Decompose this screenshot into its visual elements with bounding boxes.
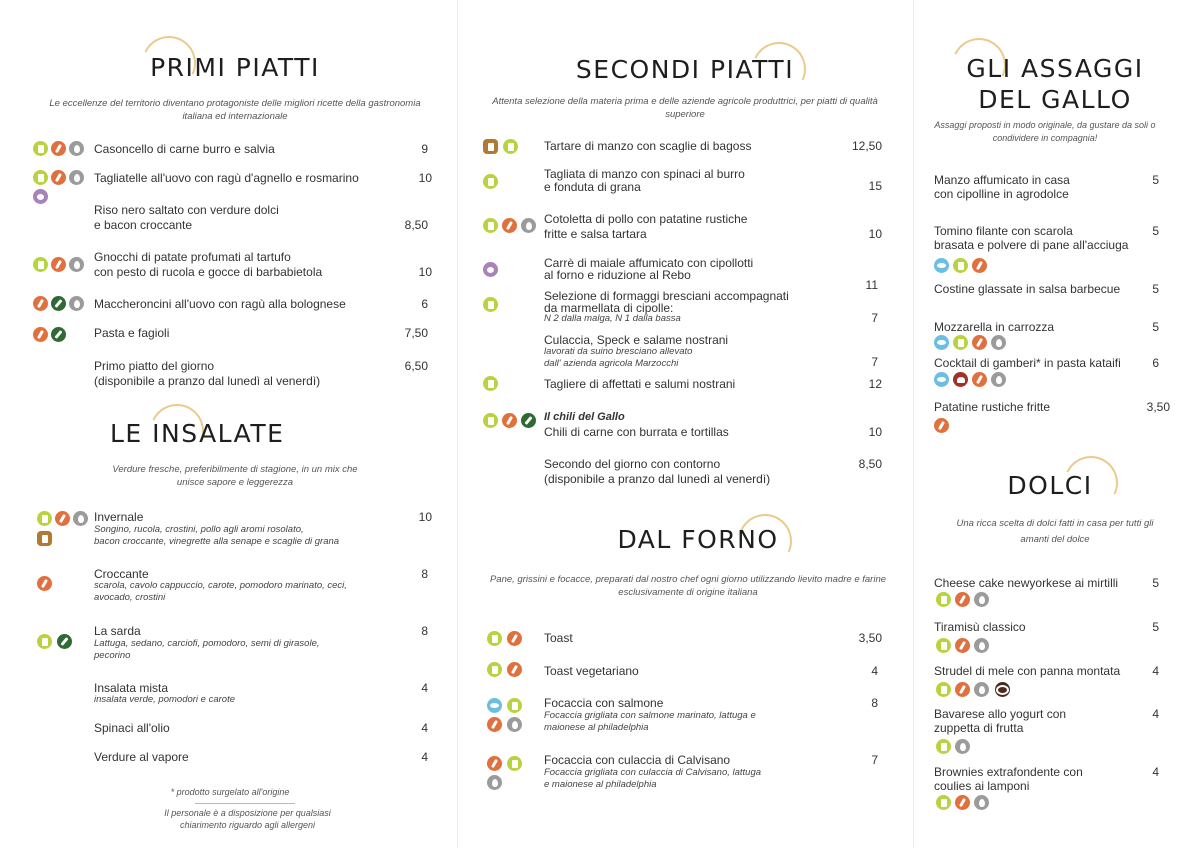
milk-icon [936,795,951,810]
page-fold-right [913,0,914,848]
milk-icon [483,413,498,428]
gluten-icon [33,327,48,342]
shellfish-icon [953,372,968,387]
dish-name: Focaccia con salmone [544,696,664,710]
gluten-icon [507,631,522,646]
gluten-icon [51,141,66,156]
milk-icon [33,257,48,272]
dish-desc-line2: e maionese al philadelphia [544,779,657,790]
dish-desc: Songino, rucola, crostini, pollo agli aromi rosolato, [94,524,304,535]
dish-name: Primo piatto del giorno [94,359,215,373]
gluten-icon [934,418,949,433]
milk-icon [936,739,951,754]
dish-price: 6,50 [404,359,428,373]
gluten-icon [33,296,48,311]
milk-icon [936,592,951,607]
egg-icon [974,682,989,697]
egg-icon [991,335,1006,350]
dish-name: Cheese cake newyorkese ai mirtilli [934,576,1119,590]
dish-name: Spinaci all'olio [94,721,170,735]
dish-price: 12,50 [851,139,882,153]
dish-name: Tagliere di affettati e salumi nostrani [544,377,736,391]
dish-name: Tiramisù classico [934,620,1026,634]
dish-name: Bavarese allo yogurt con [934,707,1067,721]
dish-name: Secondo del giorno con contorno [544,457,721,471]
milk-icon [936,682,951,697]
section-title: SECONDI PIATTI [575,55,795,84]
celery-icon [33,189,48,204]
section-subtitle: Verdure fresche, preferibilmente di stagione, in un mix che unisce sapore e leggerezza [112,464,358,488]
section-subtitle: Pane, grissini e focacce, preparati dal nostro chef ogni giorno utilizzando lievito madre e farine esclusivamente di origine italiana [489,574,887,598]
dish-name-line2: con pesto di rucola e gocce di barbabietola [94,265,323,279]
dish-name: Focaccia con culaccia di Calvisano [544,753,731,767]
dish-price: 15 [868,179,882,193]
gluten-icon [51,170,66,185]
dish-desc: Focaccia grigliata con culaccia di Calvisano, lattuga [544,767,762,778]
egg-icon [955,739,970,754]
section-subtitle: Una ricca scelta di dolci fatti in casa per tutti gli amanti del dolce [956,518,1154,545]
dish-price: 4 [421,681,428,695]
milk-icon [33,170,48,185]
dish-name: Cotoletta di pollo con patatine rustiche [544,212,748,226]
dish-name-line2: con cipolline in agrodolce [934,187,1069,201]
egg-icon [507,717,522,732]
gluten-icon [955,592,970,607]
dish-desc: Lattuga, sedano, carciofi, pomodoro, semi di girasole, [94,638,320,649]
dish-name: Brownies extrafondente con [934,765,1083,779]
egg-icon [69,170,84,185]
dish-name: Culaccia, Speck e salame nostrani [544,333,729,347]
gluten-icon [55,511,70,526]
section-title: DAL FORNO [617,525,779,554]
dish-price: 8,50 [404,218,428,232]
dish-price: 8 [421,567,428,581]
gluten-icon [502,218,517,233]
fish-icon [934,372,949,387]
dish-price: 5 [1152,282,1159,296]
dish-price: 5 [1152,620,1159,634]
dish-name-line2: (disponibile a pranzo dal lunedì al venerdì) [94,374,321,388]
gluten-icon [955,638,970,653]
dish-desc: lavorati da suino bresciano allevato [544,346,693,357]
nuts-icon [995,682,1010,697]
dish-name: Verdure al vapore [94,750,189,764]
gluten-icon [955,795,970,810]
frozen-note: * prodotto surgelato all'origine [170,787,290,797]
dish-price: 10 [868,425,882,439]
milk-icon [936,638,951,653]
celery-icon [51,296,66,311]
dish-price: 8 [421,624,428,638]
dish-price: 4 [1152,765,1159,779]
dish-price: 5 [1152,224,1159,238]
milk-icon [507,756,522,771]
milk-icon [33,141,48,156]
dish-name: Selezione di formaggi bresciani accompagnati [544,289,789,303]
dish-price: 8 [871,696,878,710]
milk-icon [483,297,498,312]
section-title: PRIMI PIATTI [150,53,320,82]
dish-name-line2: Chili di carne con burrata e tortillas [544,425,729,439]
celery-icon [57,634,72,649]
gluten-icon [502,413,517,428]
dish-name-line2: e fonduta di grana [544,180,641,194]
dish-price: 4 [421,721,428,735]
dish-name: Costine glassate in salsa barbecue [934,282,1121,296]
dish-price: 5 [1152,576,1159,590]
dish-price: 10 [868,227,882,241]
egg-icon [991,372,1006,387]
section-title: DOLCI [1007,471,1093,500]
milk-icon [487,662,502,677]
dish-desc: insalata verde, pomodori e carote [94,694,235,705]
dish-price: 6 [421,297,428,311]
dish-price: 11 [865,278,878,292]
dish-price: 4 [1152,707,1159,721]
dish-name-line2: fritte e salsa tartara [544,227,647,241]
dish-name: Mozzarella in carrozza [934,320,1055,334]
dish-name-line2: coulies ai lamponi [934,779,1030,793]
section-title: GLI ASSAGGI [966,54,1144,83]
dish-price: 10 [418,265,432,279]
dish-desc-line2: bacon croccante, vinegrette alla senape e scaglie di grana [94,536,340,547]
gluten-icon [972,258,987,273]
dish-name: Insalata mista [94,681,169,695]
egg-icon [974,795,989,810]
dish-name: Tagliatelle all'uovo con ragù d'agnello e rosmarino [94,171,359,185]
dish-price: 9 [421,142,428,156]
gluten-icon [507,662,522,677]
dish-price: 4 [1152,664,1159,678]
dish-desc-line2: pecorino [94,650,131,661]
egg-icon [974,592,989,607]
gluten-icon [487,717,502,732]
section-subtitle: Attenta selezione della materia prima e delle aziende agricole produttrici, per piatti di qualità superiore [492,96,878,120]
egg-icon [69,141,84,156]
mustard-icon [37,531,52,546]
fish-icon [934,335,949,350]
egg-icon [69,257,84,272]
dish-name: Manzo affumicato in casa [934,173,1070,187]
dish-price: 6 [1152,356,1159,370]
dish-name: Il chili del Gallo [544,411,625,423]
dish-desc: Focaccia grigliata con salmone marinato, lattuga e [544,710,756,721]
dish-name: Strudel di mele con panna montata [934,664,1121,678]
milk-icon [483,174,498,189]
egg-icon [974,638,989,653]
gluten-icon [37,576,52,591]
dish-name: Carrè di maiale affumicato con cipollotti [544,256,754,270]
milk-icon [37,511,52,526]
section-subtitle: Assaggi proposti in modo originale, da gustare da soli o condividere in compagnia! [934,120,1156,143]
gluten-icon [972,372,987,387]
gluten-icon [51,257,66,272]
allergen-note: Il personale è a disposizione per qualsiasi chiarimento riguardo agli allergeni [164,808,331,830]
egg-icon [73,511,88,526]
page-fold-left [457,0,458,848]
dish-name: Invernale [94,510,144,524]
divider [195,803,295,804]
celery-icon [483,262,498,277]
dish-desc-line2: maionese al philadelphia [544,722,649,733]
dish-name-line2: al forno e riduzione al Rebo [544,268,691,282]
milk-icon [953,335,968,350]
dish-name: Cocktail di gamberi* in pasta kataifi [934,356,1121,370]
section-title: LE INSALATE [110,419,285,448]
fish-icon [934,258,949,273]
dish-price: 12 [868,377,882,391]
dish-price: 7 [871,311,878,325]
section-subtitle: Le eccellenze del territorio diventano protagoniste delle migliori ricette della gastronomia italiana ed internazionale [49,98,421,122]
dish-price: 7,50 [404,326,428,340]
dish-name: Toast vegetariano [544,664,639,678]
celery-icon [51,327,66,342]
dish-name: Pasta e fagioli [94,326,170,340]
fish-icon [487,698,502,713]
dish-name: Patatine rustiche fritte [934,400,1051,414]
dish-name-line2: da marmellata di cipolle: [544,301,674,315]
egg-icon [69,296,84,311]
dish-name: Tagliata di manzo con spinaci al burro [544,167,745,181]
milk-icon [483,376,498,391]
dish-desc: scarola, cavolo cappuccio, carote, pomodoro marinato, ceci, [94,580,347,591]
milk-icon [953,258,968,273]
dish-desc-line2: dall' azienda agricola Marzocchi [544,358,679,369]
milk-icon [487,631,502,646]
dish-name: La sarda [94,624,141,638]
dish-name-line2: (disponibile a pranzo dal lunedì al venerdì) [544,472,771,486]
dish-name: Riso nero saltato con verdure dolci [94,203,279,217]
milk-icon [503,139,518,154]
dish-price: 5 [1152,173,1159,187]
dish-price: 4 [871,664,878,678]
milk-icon [37,634,52,649]
milk-icon [507,698,522,713]
dish-name: Gnocchi di patate profumati al tartufo [94,250,291,264]
egg-icon [521,218,536,233]
gluten-icon [972,335,987,350]
dish-price: 5 [1152,320,1159,334]
dish-price: 4 [421,750,428,764]
dish-price: 3,50 [858,631,882,645]
dish-price: 8,50 [858,457,882,471]
gluten-icon [955,682,970,697]
dish-name: Toast [544,631,573,645]
mustard-icon [483,139,498,154]
dish-desc: N 2 dalla malga, N 1 dalla bassa [544,313,681,324]
dish-name: Casoncello di carne burro e salvia [94,142,275,156]
dish-price: 10 [418,510,432,524]
dish-name: Maccheroncini all'uovo con ragù alla bolognese [94,297,346,311]
dish-name: Croccante [94,567,149,581]
dish-name-line2: e bacon croccante [94,218,193,232]
dish-price: 7 [871,355,878,369]
celery-icon [521,413,536,428]
section-title-line2: DEL GALLO [978,85,1132,114]
dish-name: Tartare di manzo con scaglie di bagoss [544,139,752,153]
egg-icon [487,775,502,790]
dish-name: Tomino filante con scarola [934,224,1073,238]
dish-name-line2: zuppetta di frutta [934,721,1024,735]
gluten-icon [487,756,502,771]
dish-name-line2: brasata e polvere di pane all'acciuga [934,238,1129,252]
dish-price: 10 [418,171,432,185]
dish-price: 3,50 [1146,400,1170,414]
dish-desc-line2: avocado, crostini [94,592,166,603]
milk-icon [483,218,498,233]
dish-price: 7 [871,753,878,767]
